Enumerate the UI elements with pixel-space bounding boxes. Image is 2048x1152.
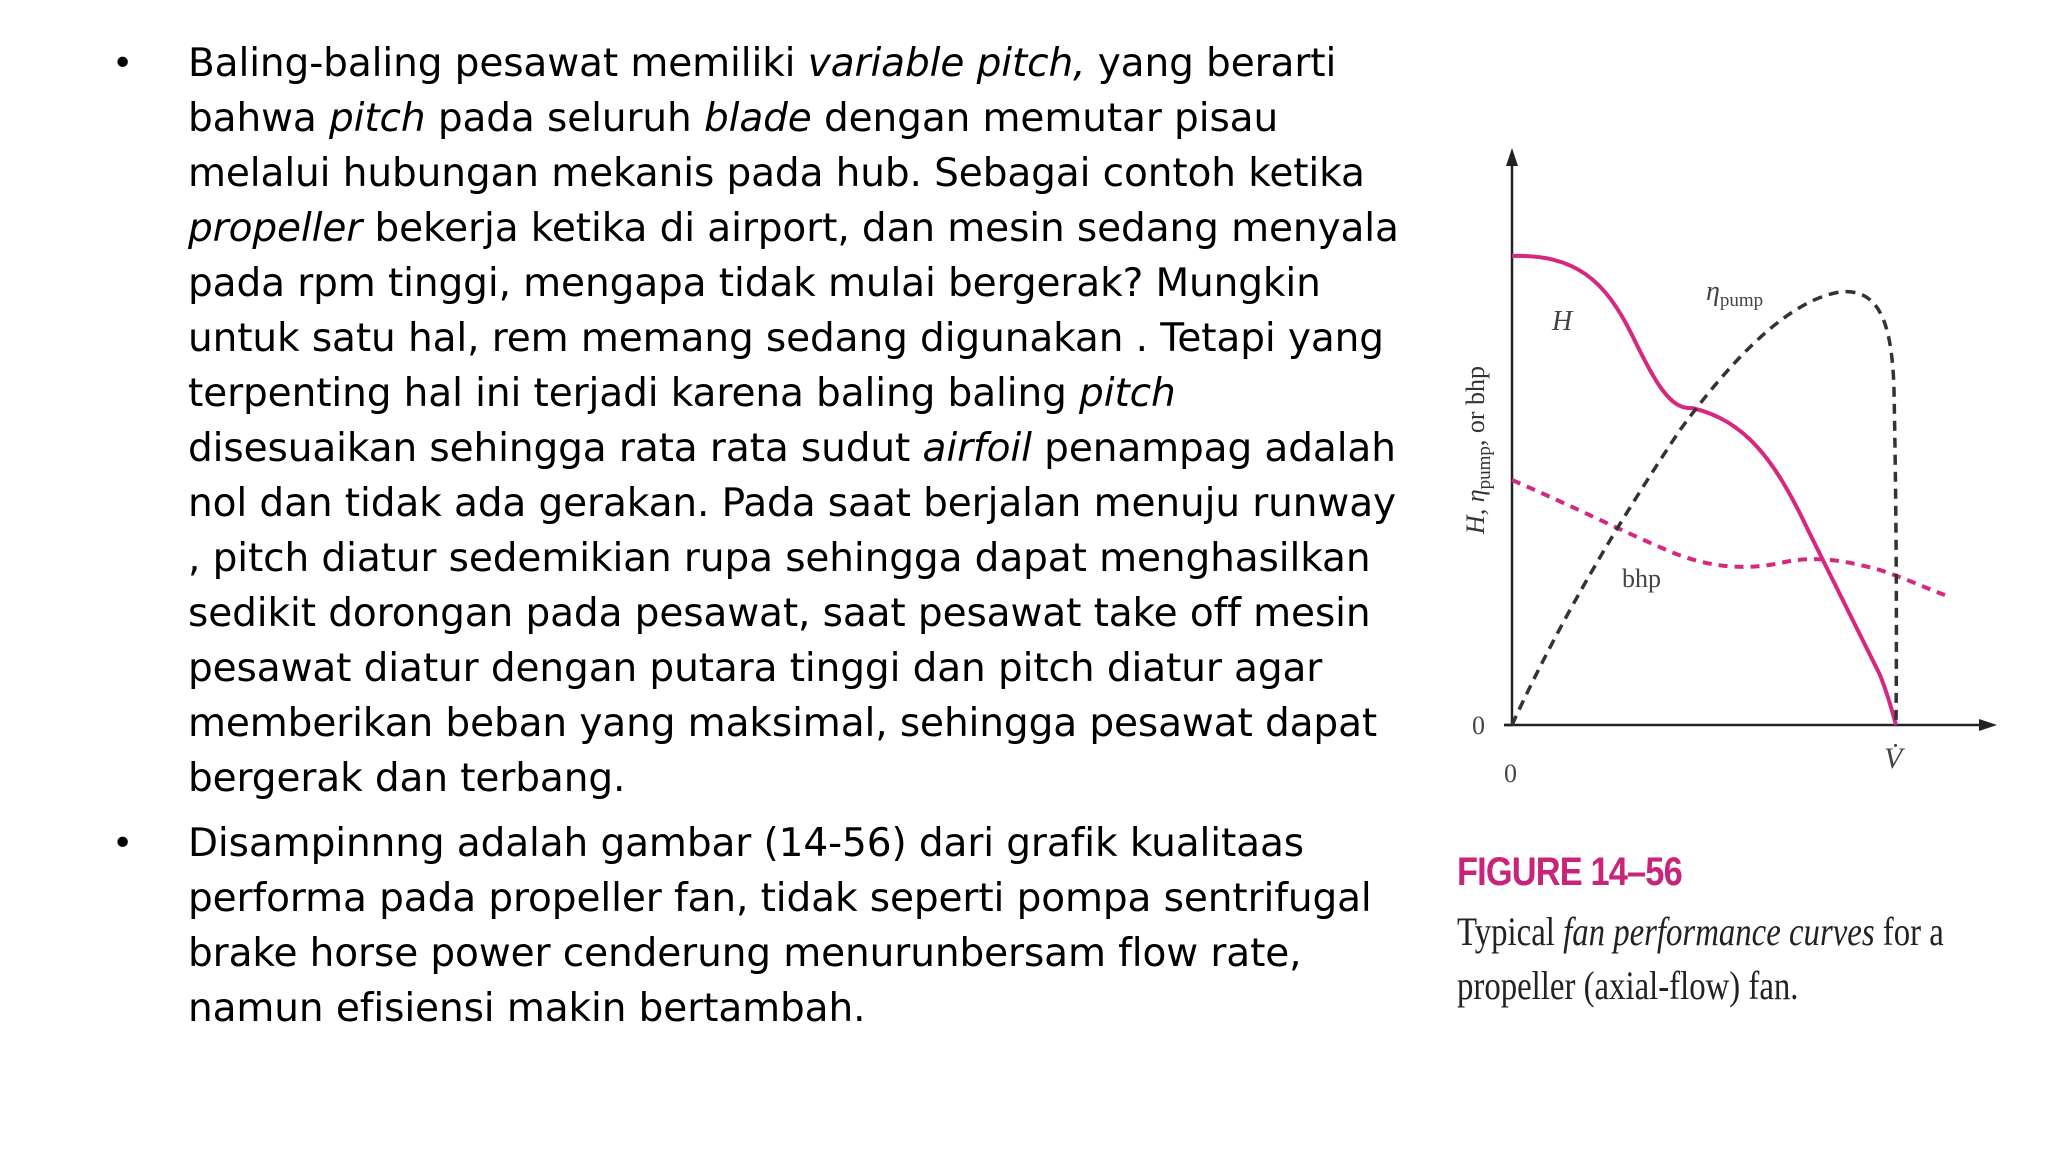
text-segment: sedikit dorongan pada pesawat, saat pesawat take off mesin (188, 591, 1371, 636)
text-segment: pesawat diatur dengan putara tinggi dan pitch diatur agar (188, 646, 1323, 691)
bullet-item (104, 36, 1399, 806)
efficiency-curve (1512, 292, 1896, 725)
figure-caption-text (1457, 905, 1944, 1013)
text-segment: propeller (188, 206, 363, 251)
text-line (188, 146, 1365, 201)
text-line (188, 256, 1354, 311)
text-column (104, 36, 1399, 1046)
text-segment: , pitch diatur sedemikian rupa sehingga dapat menghasilkan (188, 536, 1371, 581)
text-segment: memberikan beban yang maksimal, sehingga pesawat dapat (188, 701, 1378, 746)
text-segment: pitch (1079, 371, 1176, 416)
text-segment: bahwa (188, 96, 329, 141)
text-line (188, 871, 1372, 926)
text-segment: disesuaikan sehingga rata rata sudut (188, 426, 923, 471)
text-segment: terpenting hal ini terjadi karena baling baling (188, 371, 1080, 416)
text-segment: variable pitch, (807, 41, 1086, 86)
text-line (188, 816, 1354, 871)
text-segment: namun efisiensi makin bertambah. (188, 986, 866, 1031)
text-line (188, 91, 1354, 146)
text-segment: bekerja ketika di airport, dan mesin sedang menyala (362, 206, 1399, 251)
text-segment: nol dan tidak ada gerakan. Pada saat berjalan menuju runway (188, 481, 1396, 526)
text-segment: for a (1874, 909, 1944, 954)
text-line (188, 586, 1371, 641)
text-segment: untuk satu hal, rem memang sedang digunakan . Tetapi yang (188, 316, 1384, 361)
text-line (188, 751, 1354, 806)
text-line (188, 476, 1396, 531)
origin-y-label: 0 (1472, 711, 1485, 740)
fan-performance-chart (1400, 130, 2020, 830)
text-segment: melalui hubungan mekanis pada hub. Sebagai contoh ketika (188, 151, 1365, 196)
bullet-marker: • (112, 823, 134, 864)
text-segment: penampag adalah (1031, 426, 1396, 471)
text-line (188, 531, 1371, 586)
text-segment: pada rpm tinggi, mengapa tidak mulai bergerak? Mungkin (188, 261, 1321, 306)
caption-line (1457, 959, 1944, 1013)
text-segment: Typical (1457, 909, 1564, 954)
text-line (188, 311, 1384, 366)
text-line (188, 366, 1354, 421)
text-line (188, 201, 1399, 256)
text-segment: propeller (axial-flow) fan. (1457, 963, 1799, 1008)
bhp-curve-label: bhp (1622, 564, 1661, 593)
bullet-marker: • (112, 43, 134, 84)
text-segment: Baling-baling pesawat memiliki (188, 41, 808, 86)
figure-caption-title: FIGURE 14–56 (1457, 850, 1682, 894)
text-segment: bergerak dan terbang. (188, 756, 626, 801)
text-segment: brake horse power cenderung menurunbersam flow rate, (188, 931, 1302, 976)
text-line (188, 421, 1396, 476)
text-segment: dengan memutar pisau (811, 96, 1279, 141)
text-segment: airfoil (922, 426, 1032, 471)
text-line (188, 641, 1354, 696)
text-segment: pitch (328, 96, 426, 141)
efficiency-curve-label: $\eta_{pump}$ (1706, 276, 1764, 311)
text-segment: yang berarti (1085, 41, 1337, 86)
x-axis-label: V̇ (1884, 742, 1903, 775)
text-line (188, 981, 1354, 1036)
y-axis-arrow (1506, 148, 1518, 166)
text-segment: blade (703, 96, 812, 141)
bhp-curve (1512, 480, 1945, 595)
x-axis-arrow (1979, 719, 1997, 731)
bullet-item (104, 816, 1372, 1036)
head-curve-label: H (1552, 306, 1573, 337)
text-line (188, 926, 1354, 981)
y-axis-label: H, $\eta_{pump}$, or bhp (1461, 365, 1495, 535)
caption-line (1457, 905, 1944, 959)
text-segment: pada seluruh (425, 96, 704, 141)
text-line (188, 36, 1354, 91)
fan-performance-figure (1400, 130, 2020, 1030)
text-line (188, 696, 1378, 751)
text-segment: Disampinnng adalah gambar (14-56) dari grafik kualitaas (188, 821, 1304, 866)
origin-x-label: 0 (1504, 759, 1517, 788)
text-segment: fan performance curves (1563, 909, 1875, 954)
text-segment: performa pada propeller fan, tidak seperti pompa sentrifugal (188, 876, 1372, 921)
